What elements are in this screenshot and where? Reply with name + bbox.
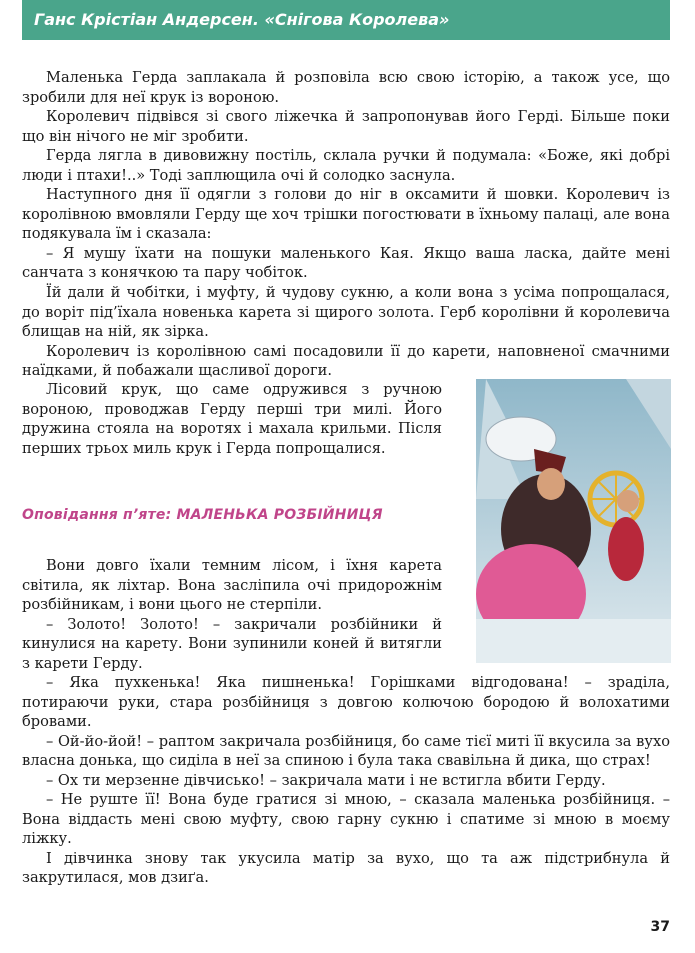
robber-girl-dress bbox=[608, 517, 644, 581]
robber-face bbox=[537, 468, 565, 500]
paragraph: – Ой-йо-йой! – раптом закричала розбійниця, бо саме тієї миті її вкусила за вухо власна донька, що сиділа в неї за спиною і була така свавільна й дика, що страх! bbox=[22, 732, 670, 770]
paragraph: Герда лягла в дивовижну постіль, склала ручки й подумала: «Боже, які добрі люди і птахи!..» Тоді заплющила очі й солодко заснула. bbox=[22, 147, 670, 184]
robbers-illustration bbox=[476, 379, 671, 663]
snow-ground bbox=[476, 619, 671, 663]
paragraph: Королевич із королівною самі посадовили її до карети, наповненої смачними наїдками, й побажали щасливої дороги. bbox=[22, 342, 670, 380]
robber-girl-head bbox=[617, 490, 639, 512]
paragraph: – Золото! Золото! – закричали розбійники й кинулися на карету. Вони зупинили коней й витягли з карети Герду. bbox=[22, 615, 442, 672]
paragraph: – Не руште її! Вона буде гратися зі мною, – сказала маленька розбійниця. – Вона віддасть мені свою муфту, свою гарну сукню і спатиме зі мною в моєму ліжку. bbox=[22, 791, 670, 848]
paragraph: Вони довго їхали темним лісом, і їхня карета світила, як ліхтар. Вона засліпила очі придорожнім розбійникам, і вони цього не стерпіли. bbox=[22, 557, 442, 614]
paragraph: Маленька Герда заплакала й розповіла всю свою історію, а також усе, що зробили для неї крук із вороною. bbox=[22, 69, 670, 106]
section-heading: Оповідання п’яте: МАЛЕНЬКА РОЗБІЙНИЦЯ bbox=[22, 507, 383, 523]
paragraph: Їй дали й чобітки, і муфту, й чудову сукню, а коли вона з усіма попрощалася, до воріт під’їхала новенька карета зі щирого золота. Герб королівни й королевича блищав на ній, як зірка. bbox=[22, 284, 670, 341]
text-block-bottom bbox=[22, 673, 670, 888]
text-block-wrap2 bbox=[22, 556, 442, 673]
paragraph: Наступного дня її одягли з голови до ніг в оксамити й шовки. Королевич із королівною вмовляли Герду ще хоч трішки погостювати в їхньому палаці, але вона подякувала їм і сказала: bbox=[22, 186, 670, 243]
paragraph: – Я мушу їхати на пошуки маленького Кая. Якщо ваша ласка, дайте мені санчата з конячкою та пару чобіток. bbox=[22, 244, 670, 282]
text-block-top bbox=[22, 68, 670, 381]
chapter-title: Ганс Крістіан Андерсен. «Снігова Королева» bbox=[34, 10, 450, 29]
chapter-header bbox=[22, 0, 670, 40]
paragraph: Лісовий крук, що саме одружився з ручною вороною, проводжав Герду перші три милі. Його дружина стояла на воротях і махала крильми. Після перших трьох миль крук і Герда попрощалися. bbox=[22, 381, 442, 457]
paragraph: Королевич підвівся зі свого ліжечка й запропонував його Герді. Більше поки що він нічого не міг зробити. bbox=[22, 108, 670, 145]
page-number: 37 bbox=[650, 919, 670, 935]
paragraph: – Ох ти мерзенне дівчисько! – закричала мати і не встигла вбити Герду. bbox=[46, 771, 606, 789]
paragraph: – Яка пухкенька! Яка пишненька! Горішками відгодована! – зраділа, потираючи руки, стара розбійниця з довгою колючою бородою й волохатими бровами. bbox=[22, 674, 670, 731]
text-block-wrap bbox=[22, 380, 442, 458]
paragraph: І дівчинка знову так укусила матір за вухо, що та аж підстрибнула й закрутилася, мов дзиґа. bbox=[22, 849, 670, 887]
